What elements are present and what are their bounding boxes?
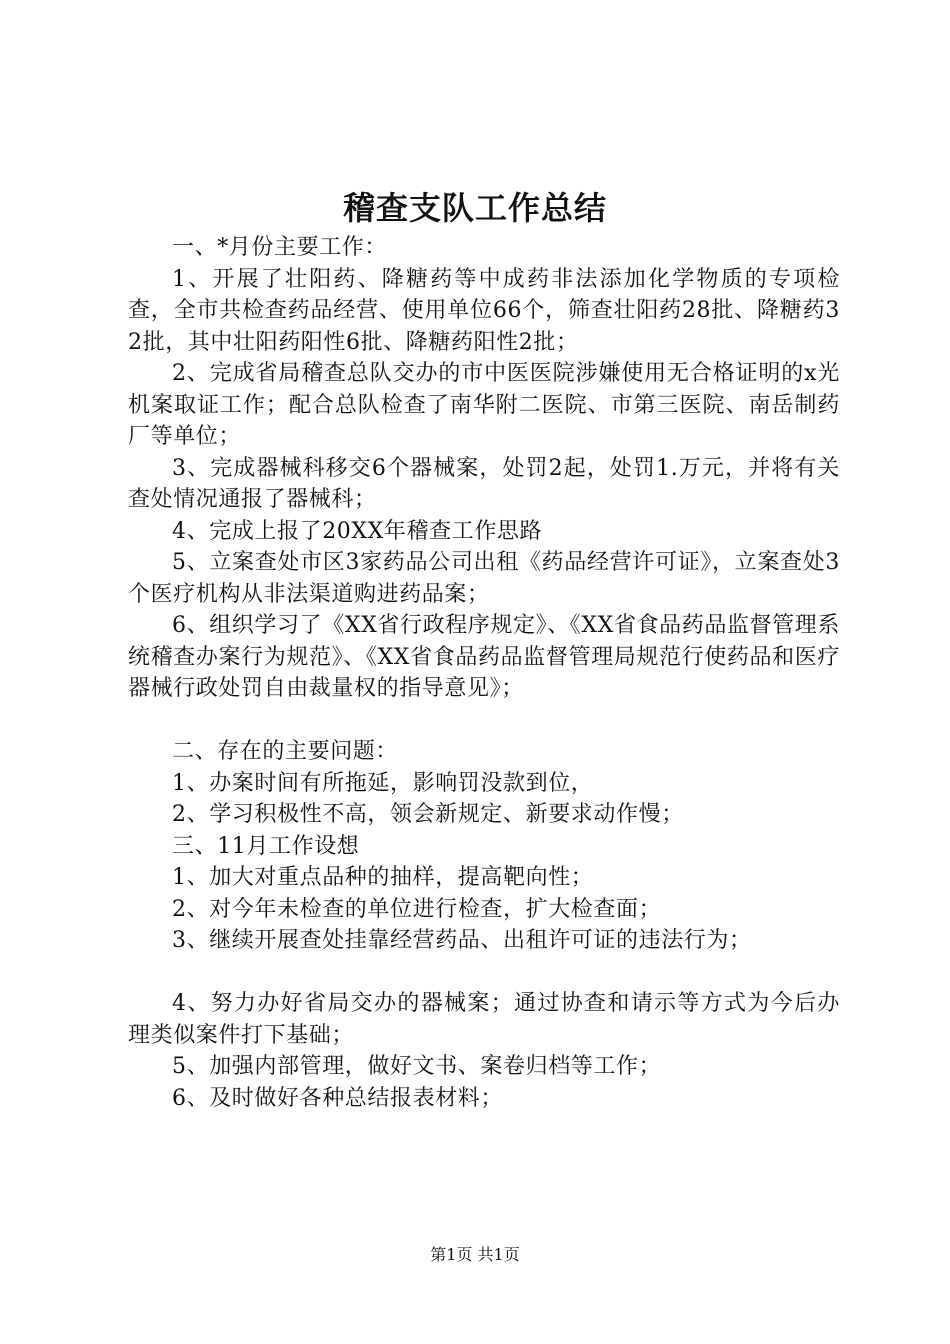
paragraph: 2、对今年未检查的单位进行检查，扩大检查面；	[172, 896, 662, 922]
paragraph: 6、组织学习了《XX省行政程序规定》、《XX省食品药品监督管理系统稽查办案行为规范》、《XX省食品药品监督管理局规范行使药品和医疗器械行政处罚自由裁量权的指导意见》；	[128, 613, 840, 701]
paragraph: 2、完成省局稽查总队交办的市中医医院涉嫌使用无合格证明的x光机案取证工作；配合总队检查了南华附二医院、市第三医院、南岳制药厂等单位；	[128, 361, 840, 449]
blank-line	[128, 705, 840, 737]
section-heading: 三、11月工作设想	[172, 833, 360, 859]
paragraph: 5、加强内部管理，做好文书、案卷归档等工作；	[172, 1054, 662, 1079]
paragraph: 1、办案时间有所拖延，影响罚没款到位，	[172, 770, 594, 796]
paragraph: 4、努力办好省局交办的器械案；通过协查和请示等方式为今后办理类似案件打下基础；	[128, 991, 840, 1048]
paragraph: 6、及时做好各种总结报表材料；	[172, 1085, 503, 1111]
paragraph: 1、开展了壮阳药、降糖药等中成药非法添加化学物质的专项检查，全市共检查药品经营、使用单位66个，筛查壮阳药28批、降糖药32批，其中壮阳药阳性6批、降糖药阳性2批；	[128, 266, 840, 355]
paragraph: 3、继续开展查处挂靠经营药品、出租许可证的违法行为；	[172, 928, 752, 953]
paragraph: 2、学习积极性不高，领会新规定、新要求动作慢；	[172, 802, 684, 827]
page-number: 第1页 共1页	[430, 1245, 520, 1264]
section-heading: 二、存在的主要问题：	[172, 739, 399, 764]
blank-line	[128, 957, 840, 989]
paragraph: 一、*月份主要工作：	[172, 235, 388, 260]
document-body	[128, 232, 840, 1114]
document-title: 稽查支队工作总结	[342, 189, 607, 227]
paragraph: 1、加大对重点品种的抽样，提高靶向性；	[172, 865, 594, 890]
paragraph: 4、完成上报了20XX年稽查工作思路	[172, 518, 543, 544]
paragraph: 3、完成器械科移交6个器械案，处罚2起，处罚1.万元，并将有关查处情况通报了器械科；	[128, 455, 840, 512]
paragraph: 5、立案查处市区3家药品公司出租《药品经营许可证》，立案查处3个医疗机构从非法渠道购进药品案；	[128, 550, 840, 607]
